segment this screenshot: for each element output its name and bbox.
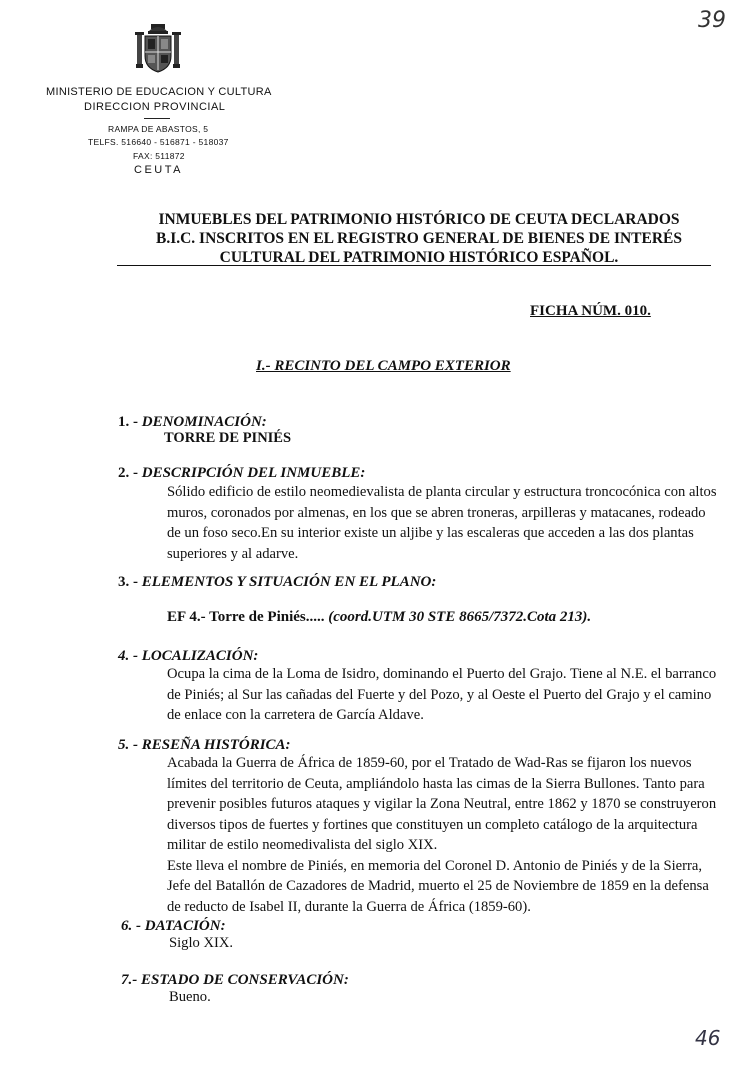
title-line: CULTURAL DEL PATRIMONIO HISTÓRICO ESPAÑOL. [219,249,619,266]
section-heading-localizacion: 4. - LOCALIZACIÓN: [118,648,259,664]
title-line: INMUEBLES DEL PATRIMONIO HISTÓRICO DE CEUTA DECLARADOS [158,211,680,228]
body-line: Ocupa la cima de la Loma de Isidro, dominando el Puerto del Grajo. Tiene al N.E. el barranco [167,666,717,682]
section-label: ELEMENTOS Y SITUACIÓN EN EL PLANO: [141,574,437,590]
body-line: muros, coronados por almenas, en los que se abren troneras, arpilleras y matacanes, rodeado [167,504,706,521]
handwritten-page-number-top: 39 [698,8,726,33]
section-label: DENOMINACIÓN: [141,414,267,430]
datacion-value: Siglo XIX. [169,935,234,951]
handwritten-page-number-bottom: 46 [695,1026,721,1050]
section-heading-datacion: 6. - DATACIÓN: [121,918,226,934]
address-line: RAMPA DE ABASTOS, 5 [108,124,209,134]
section-heading-descripcion [118,465,365,482]
body-line: de enlace con la carretera de García Aldave. [167,707,424,723]
body-line: militar de estilo neomedivalista del siglo XIX. [167,837,438,853]
body-line: diversos tipos de fuertes y fortines que constituyen un completo catálogo de la arquitectura [167,816,698,833]
title-divider [117,265,711,266]
ficha-number: FICHA NÚM. 010. [530,303,651,319]
resena-body [167,753,723,917]
section-label: DESCRIPCIÓN DEL INMUEBLE: [141,465,366,481]
denominacion-value: TORRE DE PINIÉS [164,430,292,446]
section-heading-conservacion: 7.- ESTADO DE CONSERVACIÓN: [121,972,349,988]
section-number: 1. - [118,414,142,430]
body-line: Sólido edificio de estilo neomedievalista de planta circular y estructura troncocónica con altos [167,484,717,500]
element-name: EF 4.- Torre de Piniés..... [167,609,325,625]
ministry-name: MINISTERIO DE EDUCACION Y CULTURA [46,86,272,98]
header-divider [144,118,170,119]
body-line: Acabada la Guerra de África de 1859-60, por el Tratado de Wad-Ras se fijaron los nuevos [167,755,692,771]
elementos-value [167,609,591,626]
section-heading-denominacion [118,414,267,431]
descripcion-body [167,482,723,564]
title-line: B.I.C. INSCRITOS EN EL REGISTRO GENERAL DE BIENES DE INTERÉS [155,230,683,247]
section-heading-elementos [118,574,436,591]
coat-of-arms-icon [134,22,182,76]
conservacion-value: Bueno. [169,989,211,1005]
section-number: 2. - [118,465,142,481]
utm-coordinates: (coord.UTM 30 STE 8665/7372.Cota 213). [328,609,592,625]
body-line: de Piniés; al Sur las cañadas del Fuerte y del Pozo, y al Oeste el Puerto del Grajo y el camino [167,686,712,703]
body-line: límites del territorio de Ceuta, ampliándolo hasta las cimas de la Sierra Bullones. Tanto para [167,775,705,792]
body-line: Jefe del Batallón de Cazadores de Madrid, muerto el 25 de Noviembre de 1859 en la defensa [167,878,709,894]
direccion-provincial: DIRECCION PROVINCIAL [84,101,226,113]
body-line: de reducto de Isabel II, durante la Guerra de África (1859-60). [167,898,531,915]
fax-line: FAX: 511872 [133,151,185,161]
body-line: superiores y al adarve. [167,545,299,562]
phones-line: TELFS. 516640 - 516871 - 518037 [88,137,229,147]
body-line: prevenir posibles futuros ataques y vigilar la Zona Neutral, entre 1862 y 1870 se construyeron [167,796,717,812]
section-heading-resena: 5. - RESEÑA HISTÓRICA: [118,737,291,753]
section-number: 3. - [118,574,142,590]
body-line: Este lleva el nombre de Piniés, en memoria del Coronel D. Antonio de Piniés y de la Sierra, [167,857,702,874]
recinto-heading: I.- RECINTO DEL CAMPO EXTERIOR [256,358,511,374]
localizacion-body [167,664,723,726]
city-name: CEUTA [134,164,183,176]
body-line: de un foso seco.En su interior existe un aljibe y las escaleras que acceden a las dos plantas [167,525,694,541]
document-title [110,210,728,267]
